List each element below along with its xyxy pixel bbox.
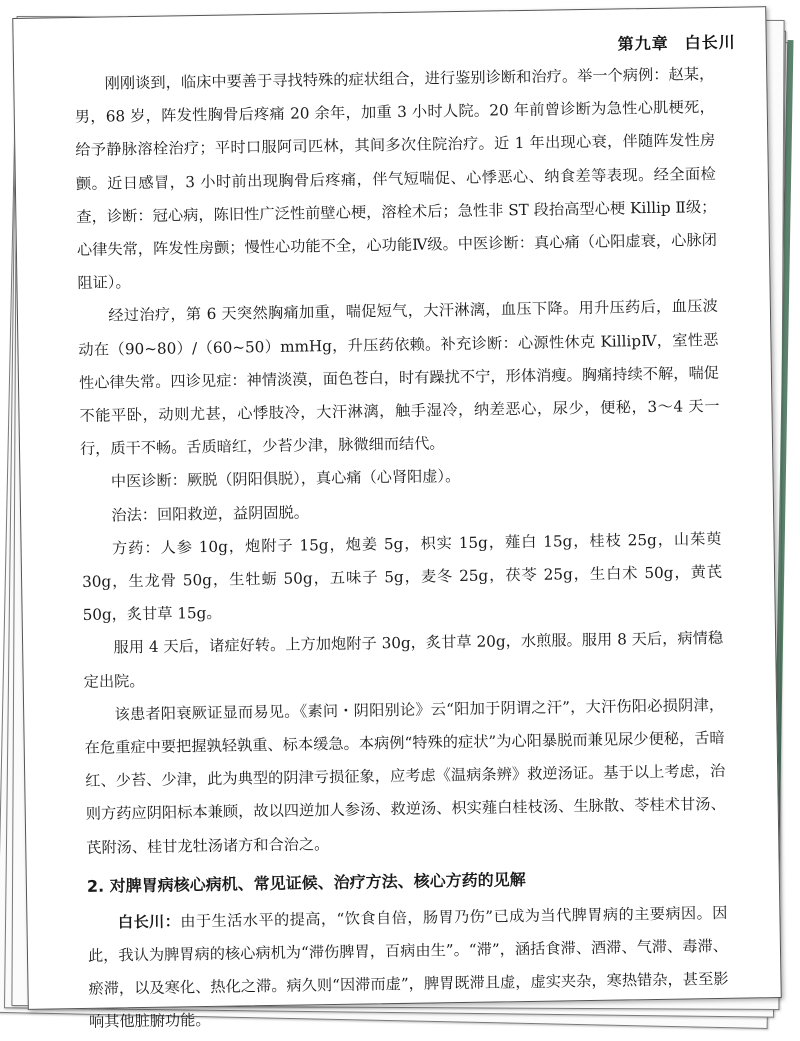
section-heading: 2. 对脾胃病核心病机、常见证候、治疗方法、核心方药的见解	[86, 869, 526, 896]
chapter-label: 第九章	[617, 33, 669, 54]
header-name: 白长川	[684, 32, 736, 53]
paragraph-therapy: 治法：回阳救逆，益阴固脱。	[111, 503, 310, 525]
speaker-label: 白长川：	[117, 912, 181, 932]
paragraph-spleen-stomach-text: 由于生活水平的提高，“饮食自倍，肠胃乃伤”已成为当代脾胃病的主要病因。因此，我认为脾胃病的核心病机为“滞伤脾胃，百病由生”。“滞”，涵括食滞、酒滞、气滞、毒滞、瘀滞，以及寒化、热化之滞。病久则“因滞而虚”，脾胃既滞且虚，虚实夹杂，寒热错杂，甚至影响其他脏腑功能。	[87, 903, 729, 1032]
book-page	[12, 6, 781, 1032]
paragraph-prescription: 方药：人参 10g，炮附子 15g，炮姜 5g，枳实 15g，薤白 15g，桂枝 25g，山茱萸 30g，生龙骨 50g，生牡蛎 50g，五味子 5g，麦冬 25g，茯苓 25g，生白术 50g，黄芪 50g，炙甘草 15g。	[81, 529, 723, 625]
paragraph-analysis: 该患者阳衰厥证显而易见。《素问・阴阳别论》云“阳加于阴谓之汗”，大汗伤阳必损阴津，在危重症中要把握孰轻孰重、标本缓急。本病例“特殊的症状”为心阳暴脱而兼见尿少便秘，舌暗红、少苔、少津，此为典型的阴津亏损征象，应考虑《温病条辨》救逆汤证。基于以上考虑，治则方药应阴阳标本兼顾，故以四逆加人参汤、救逆汤、枳实薤白桂枝汤、生脉散、苓桂术甘汤、芪附汤、桂甘龙牡汤诸方和合治之。	[84, 695, 726, 857]
page-body	[74, 58, 729, 1040]
paragraph-outcome: 服用 4 天后，诸症好转。上方加炮附子 30g，炙甘草 20g，水煎服。服用 8 天后，病情稳定出院。	[83, 629, 724, 691]
running-header	[618, 30, 736, 55]
paragraph-case-intro: 刚刚谈到，临床中要善于寻找特殊的症状组合，进行鉴别诊断和治疗。举一个病例：赵某，男，68 岁，阵发性胸骨后疼痛 20 余年，加重 3 小时人院。20 年前曾诊断为急性心肌梗死，给予静脉溶栓治疗；平时口服阿司匹林，其间多次住院治疗。近 1 年出现心衰，伴随阵发性房颤。近日感冒，3 小时前出现胸骨后疼痛，伴气短喘促、心悸恶心、纳食差等表现。经全面检查，诊断：冠心病，陈旧性广泛性前壁心梗，溶栓术后；急性非 ST 段抬高型心梗 Killip Ⅱ级；心律失常，阵发性房颤；慢性心功能不全，心功能Ⅳ级。中医诊断：真心痛（心阳虚衰，心脉闭阻证）。	[74, 64, 717, 293]
paragraph-tcm-diagnosis: 中医诊断：厥脱（阴阳俱脱），真心痛（心肾阳虚）。	[110, 467, 461, 491]
paragraph-treatment-course: 经过治疗，第 6 天突然胸痛加重，喘促短气，大汗淋漓，血压下降。用升压药后，血压波动在（90~80）/（60~50）mmHg，升压药依赖。补充诊断：心源性休克 KillipⅣ，室性恶性心律失常。四诊见症：神情淡漠，面色苍白，时有躁扰不宁，形体消瘦。胸痛持续不解，喘促不能平卧，动则尤甚，心悸肢冷，大汗淋漓，触手湿冷，纳差恶心，尿少，便秘，3～4 天一行，质干不畅。舌质暗红，少苔少津，脉微细而结代。	[78, 297, 720, 459]
paragraph-spleen-stomach	[87, 897, 729, 1040]
